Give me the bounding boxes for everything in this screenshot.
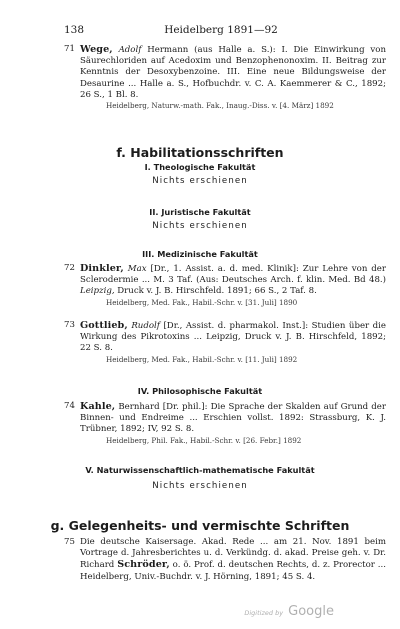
subsection-naturwissenschaftlich: V. Naturwissenschaftlich-mathematische Fakultät bbox=[85, 465, 315, 475]
entry-text: [Dr., Assist. d. pharmakol. Inst.]: Studien über die Wirkung des Pikrotoxins ... Leipzig, Druck v. J. B. Hirschfeld, 1892; 22 S. 8. bbox=[80, 321, 386, 354]
nothing-appeared-jur: Nichts erschienen bbox=[152, 221, 248, 231]
entry-note: Heidelberg, Med. Fak., Habil.-Schr. v. [31. Juli] 1890 bbox=[106, 297, 298, 307]
entry-text: Bernhard [Dr. phil.]: Die Sprache der Skalden auf Grund der Binnen- und Endreime ... Erschien vollst. 1892: Strassburg, K. J. Trübner, 1892; IV, 92 S. 8. bbox=[80, 402, 386, 435]
subsection-theologische: I. Theologische Fakultät bbox=[144, 162, 256, 172]
entry-place: Leipzig, bbox=[80, 286, 115, 297]
subsection-medizinische: III. Medizinische Fakultät bbox=[142, 249, 258, 259]
entry-text: Die deutsche Kaisersage. Akad. Rede ... am 21. Nov. 1891 beim Vortrage d. Jahresberichtes u. d. Verkündg. d. akad. Preise geh. v. Dr. Richard bbox=[80, 537, 386, 571]
digitized-by-label: Digitized by bbox=[244, 609, 284, 617]
subsection-philosophische: IV. Philosophische Fakultät bbox=[137, 386, 263, 396]
subsection-juristische: II. Juristische Fakultät bbox=[149, 207, 251, 217]
entry-note: Heidelberg, Phil. Fak., Habil.-Schr. v. [26. Febr.] 1892 bbox=[106, 435, 302, 445]
entry-72 bbox=[64, 263, 387, 308]
entry-text-cont: o. ö. Prof. d. deutschen Rechts, d. z. Prorector ... Heidelberg, Univ.-Buchdr. v. J. Hörning, 1891; 45 S. 4. bbox=[80, 560, 386, 582]
entry-number: 71 bbox=[64, 44, 75, 54]
entry-73 bbox=[64, 320, 386, 365]
entry-text-cont: Druck v. J. B. Hirschfeld. 1891; 66 S., 2 Taf. 8. bbox=[114, 286, 317, 297]
entry-author: Kahle, bbox=[80, 401, 116, 412]
entry-74 bbox=[64, 401, 386, 446]
entry-first-name: Max bbox=[127, 264, 147, 274]
nothing-appeared-nat: Nichts erschienen bbox=[152, 481, 248, 491]
google-logo-text: Google bbox=[288, 604, 334, 619]
running-title: Heidelberg 1891—92 bbox=[164, 24, 278, 36]
entry-author: Dinkler, bbox=[80, 263, 124, 274]
running-head bbox=[64, 24, 378, 38]
page-number: 138 bbox=[64, 24, 85, 36]
entry-text: Hermann (aus Halle a. S.): I. Die Einwirkung von Säurechloriden auf Acedoxim und Benzophenonoxim. II. Beitrag zur Kenntnis der Desoxybenzoine. III. Eine neue Bildungsweise der Desaurine ... Halle a. S., Hofbuchdr. v. C. A. Kaemmerer & C., 1892; 26 S., 1 Bl. 8. bbox=[80, 45, 386, 100]
entry-first-name: Rudolf bbox=[131, 321, 160, 331]
entry-number: 75 bbox=[64, 537, 75, 547]
entry-first-name: Adolf bbox=[118, 45, 142, 55]
entry-author: Gottlieb, bbox=[80, 320, 128, 331]
digitized-watermark bbox=[244, 600, 334, 619]
entry-75 bbox=[64, 537, 386, 583]
entry-author: Schröder, bbox=[117, 559, 170, 571]
nothing-appeared-theo: Nichts erschienen bbox=[152, 176, 248, 186]
entry-71 bbox=[64, 44, 386, 111]
entry-note: Heidelberg, Naturw.-math. Fak., Inaug.-Diss. v. [4. März] 1892 bbox=[106, 101, 334, 111]
entry-note: Heidelberg, Med. Fak., Habil.-Schr. v. [11. Juli] 1892 bbox=[106, 354, 298, 364]
entry-text: [Dr., 1. Assist. a. d. med. Klinik]: Zur Lehre von der Sclerodermie ... M. 3 Taf. (Aus: Deutsches Arch. f. klin. Med. Bd 48.) bbox=[80, 264, 387, 286]
entry-number: 74 bbox=[64, 401, 75, 411]
entry-author: Wege, bbox=[80, 44, 113, 55]
section-gelegenheitsschriften: g. Gelegenheits- und vermischte Schriften bbox=[50, 518, 350, 533]
entry-number: 72 bbox=[64, 263, 75, 273]
entry-number: 73 bbox=[64, 320, 75, 330]
section-habilitationsschriften: f. Habilitationsschriften bbox=[116, 145, 284, 160]
